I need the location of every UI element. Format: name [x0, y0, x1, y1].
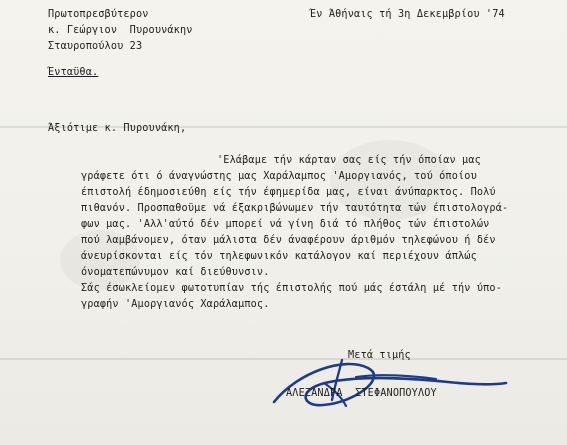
body-line: γράφετε ότι ό άναγνώστης μας Χαράλαμπος 'Αμοργιανός, τού όποίου	[81, 171, 477, 182]
signatory-name: ΑΛΕΞΑΝΔΡΑ ΣΤΕΦΑΝΟΠΟΥΛΟΥ	[286, 388, 437, 399]
body-line: πού λαμβάνομεν, όταν μάλιστα δέν άναφέρουν άριθμόν τηλεφώνου ή δέν	[81, 235, 496, 246]
body-line: άνευρίσκονται είς τόν τηλεφωνικόν κατάλογον καί περιέχουν άπλώς	[81, 251, 477, 262]
closing-phrase: Μετά τιμής	[348, 350, 411, 361]
body-line: Σάς έσωκλείομεν φωτοτυπίαν τής έπιστολής πού μάς έστάλη μέ τήν ύπο-	[81, 283, 502, 294]
body-line: 'Ελάβαμε τήν κάρταν σας είς τήν όποίαν μας	[217, 155, 481, 166]
recipient-address: Σταυροπούλου 23	[48, 41, 143, 52]
body-line: πιθανόν. Προσπαθοϋμε νά έξακριβώνωμεν τήν ταυτότητα τών έπιστολογρά-	[81, 203, 509, 214]
recipient-location: Ένταϋθα.	[48, 67, 99, 78]
body-line: έπιστολή έδημοσιεύθη είς τήν έφημερίδα μας, είναι άνύπαρκτος. Πολύ	[81, 187, 496, 198]
recipient-name: κ. Γεώργιον Πυρουνάκην	[48, 25, 193, 36]
recipient-title: Πρωτοπρεσβύτερον	[48, 9, 149, 20]
body-line: φων μας. 'Αλλ'αύτό δέν μπορεί νά γίνη διά τό πλήθος τών έπιστολών	[81, 219, 490, 230]
body-line: όνοματεπώνυμον καί διεύθυνσιν.	[81, 267, 270, 278]
salutation: Άξιότιμε κ. Πυρουνάκη,	[48, 123, 187, 134]
body-line: γραφήν 'Αμοργιανός Χαράλαμπος.	[81, 299, 270, 310]
letter-date: Έν Άθήναις τή 3η Δεκεμβρίου '74	[310, 9, 505, 20]
